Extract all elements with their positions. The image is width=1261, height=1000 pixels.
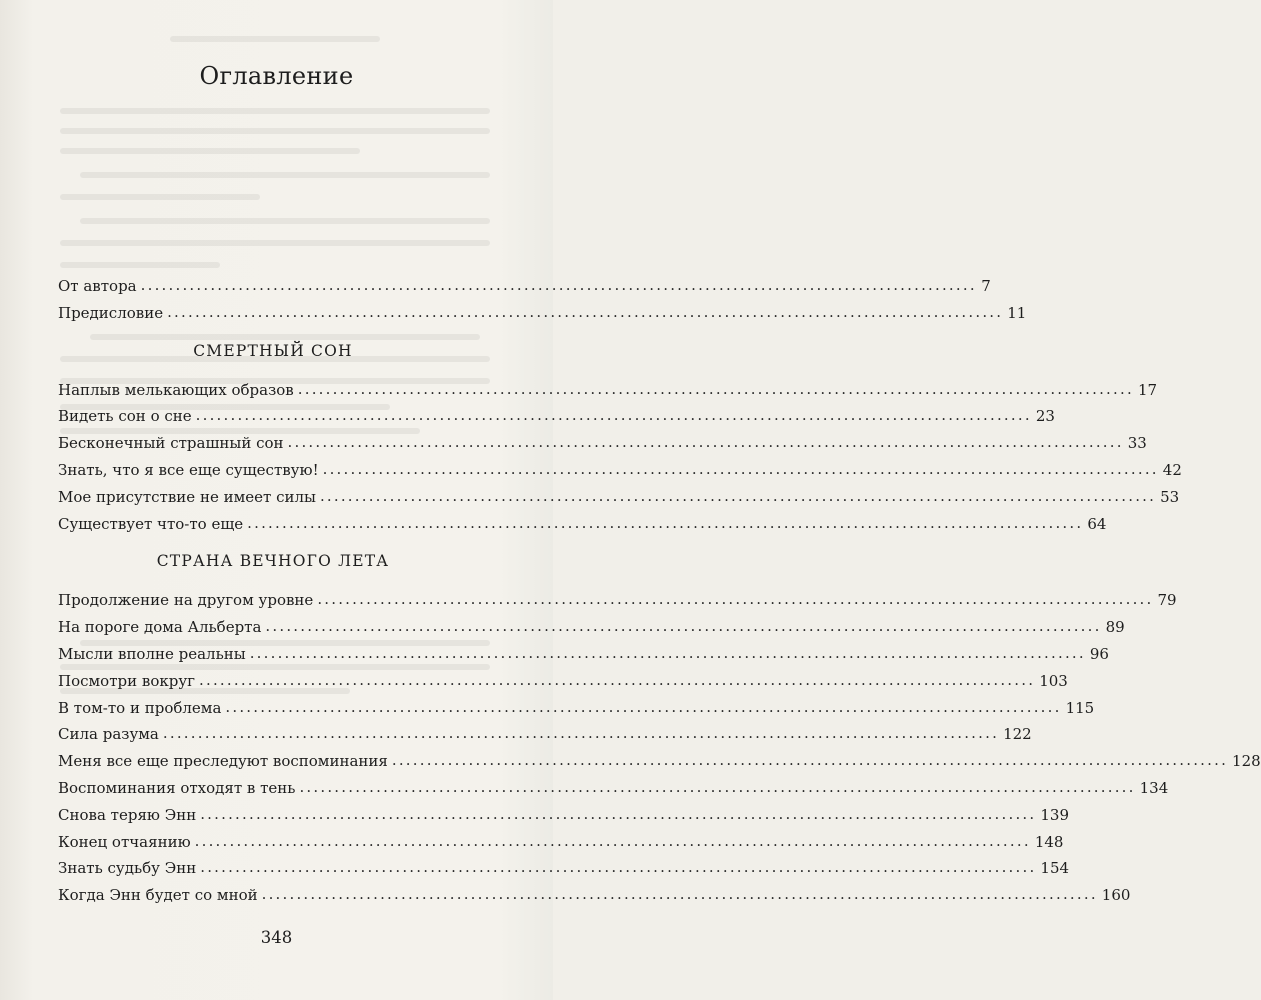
toc-entry[interactable] (58, 774, 1169, 797)
toc-entry[interactable] (58, 586, 1177, 610)
toc-entry-page: 115 (1065, 698, 1095, 717)
toc-entry-title: Предисловие (58, 303, 164, 322)
toc-entry[interactable] (58, 376, 1158, 399)
toc-entry-page: 160 (1101, 886, 1131, 905)
toc-entry-page: 148 (1034, 832, 1064, 851)
toc-entry[interactable] (58, 272, 991, 295)
toc-entry-page: 154 (1040, 859, 1070, 878)
toc-entry[interactable] (58, 299, 1027, 322)
dot-leader: ........................................................................................................................ (265, 617, 1102, 636)
toc-entry-title: Посмотри вокруг (58, 671, 196, 690)
toc-entry[interactable] (58, 613, 1125, 637)
dot-leader: ........................................................................................................................ (167, 302, 1004, 321)
toc-entry-page: 42 (1162, 461, 1182, 479)
toc-entry-page: 139 (1040, 805, 1070, 824)
toc-entry-page: 122 (1003, 725, 1032, 744)
toc-entry[interactable] (58, 429, 1147, 453)
section-heading: СМЕРТНЫЙ СОН (193, 341, 353, 360)
toc-entry-title: На пороге дома Альберта (58, 618, 262, 637)
dot-leader: ........................................................................................................................ (200, 804, 1037, 823)
dot-leader: ........................................................................................................................ (299, 778, 1136, 796)
dot-leader: ........................................................................................................................ (140, 276, 977, 294)
dot-leader: ........................................................................................................................ (199, 670, 1036, 689)
toc-entry-title: Воспоминания отходят в тень (58, 779, 296, 797)
dot-leader: ........................................................................................................................ (287, 433, 1124, 452)
toc-entry-page: 17 (1137, 380, 1158, 399)
section-heading: СТРАНА ВЕЧНОГО ЛЕТА (156, 552, 390, 571)
toc-entry-title: Снова теряю Энн (58, 805, 197, 824)
toc-entry-title: Меня все еще преследуют воспоминания (58, 752, 388, 771)
toc-entry-title: В том-то и проблема (58, 698, 222, 717)
dot-leader: ........................................................................................................................ (249, 644, 1086, 662)
toc-entry-page: 7 (981, 277, 991, 295)
dot-leader: ........................................................................................................................ (194, 831, 1031, 850)
dot-leader: ........................................................................................................................ (162, 724, 1000, 743)
dot-leader: ........................................................................................................................ (261, 885, 1098, 904)
toc-entry-page: 103 (1039, 671, 1068, 690)
toc-entry[interactable] (58, 694, 1095, 717)
toc-entry-page: 33 (1127, 434, 1147, 453)
dot-leader: ........................................................................................................................ (317, 590, 1154, 609)
page-number: 348 (260, 928, 293, 947)
toc-entry-title: Продолжение на другом уровне (58, 591, 314, 610)
toc-entry-title: Мысли вполне реальны (58, 645, 246, 663)
toc-entry-title: Видеть сон о сне (58, 407, 192, 426)
dot-leader: ........................................................................................................................ (319, 486, 1157, 505)
toc-entry-page: 128 (1232, 752, 1261, 771)
toc-entry[interactable] (58, 667, 1068, 690)
dot-leader: ........................................................................................................................ (297, 379, 1134, 398)
toc-entry[interactable] (58, 402, 1055, 426)
toc-entry[interactable] (58, 510, 1107, 533)
toc-entry[interactable] (58, 640, 1109, 663)
toc-entry-title: Мое присутствие не имеет силы (58, 487, 316, 506)
toc-entry-title: От автора (58, 277, 137, 295)
toc-entry-page: 11 (1007, 303, 1027, 322)
toc-entry-title: Наплыв мелькающих образов (58, 380, 294, 399)
toc-entry-title: Существует что-то еще (58, 514, 244, 533)
toc-entry-title: Сила разума (58, 725, 159, 744)
toc-entry[interactable] (58, 483, 1180, 506)
toc-entry-page: 96 (1089, 645, 1109, 663)
toc-entry-title: Знать судьбу Энн (58, 859, 197, 878)
toc-entry-page: 134 (1139, 779, 1169, 797)
toc-entry[interactable] (58, 456, 1182, 479)
page-title: Оглавление (199, 62, 354, 90)
toc-entry[interactable] (58, 801, 1070, 824)
toc-entry-title: Конец отчаянию (58, 832, 191, 851)
dot-leader: ........................................................................................................................ (391, 751, 1229, 770)
toc-entry[interactable] (58, 747, 1261, 771)
toc-entry-page: 64 (1087, 514, 1107, 533)
toc-entry-page: 23 (1035, 407, 1055, 426)
toc-entry-page: 53 (1160, 487, 1180, 506)
dot-leader: ........................................................................................................................ (195, 406, 1032, 425)
dot-leader: ........................................................................................................................ (247, 513, 1084, 532)
dot-leader: ........................................................................................................................ (200, 858, 1037, 877)
toc-entry-title: Бесконечный страшный сон (58, 434, 284, 453)
toc-entry-page: 79 (1157, 591, 1177, 610)
toc-entry[interactable] (58, 828, 1064, 851)
toc-entry[interactable] (58, 881, 1131, 905)
toc-entry-title: Когда Энн будет со мной (58, 886, 258, 905)
toc-entry-page: 89 (1105, 618, 1125, 637)
toc-entry-title: Знать, что я все еще существую! (58, 461, 319, 479)
toc-entry[interactable] (58, 854, 1070, 878)
toc-entry[interactable] (58, 720, 1032, 744)
dot-leader: ........................................................................................................................ (322, 460, 1159, 478)
dot-leader: ........................................................................................................................ (225, 697, 1062, 716)
